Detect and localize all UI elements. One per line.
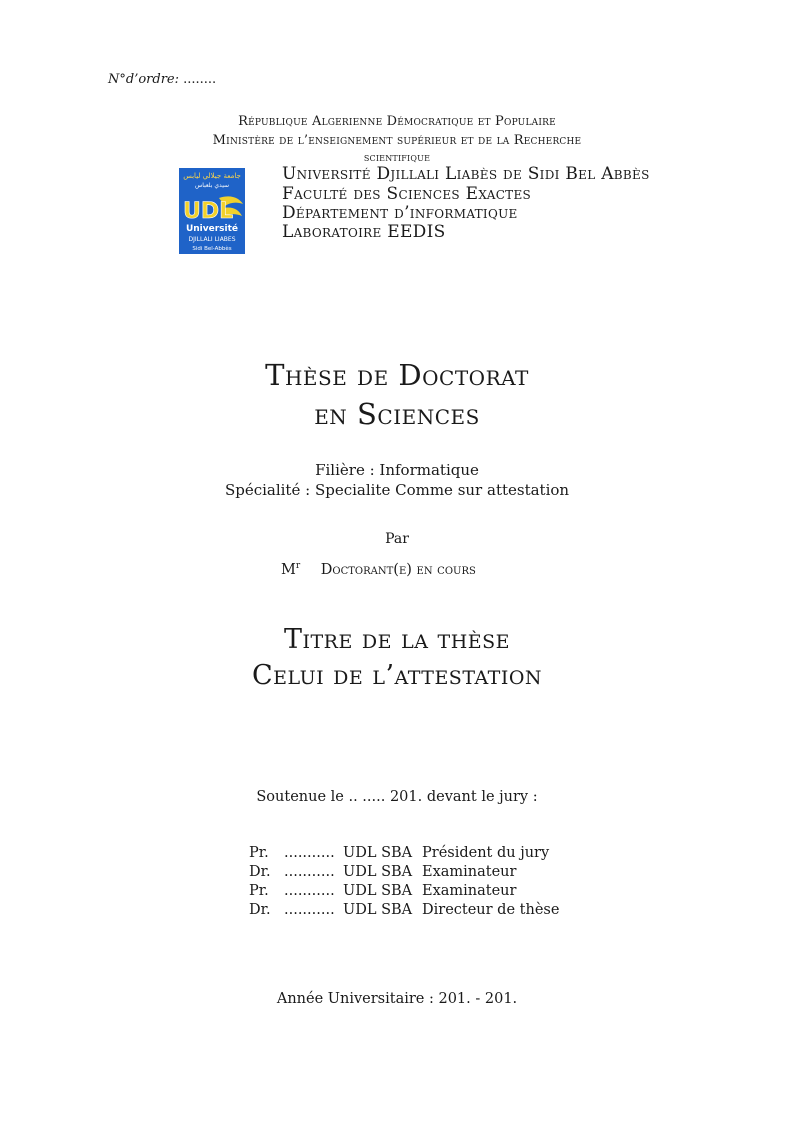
- jury-affiliation: UDL SBA: [343, 845, 413, 861]
- logo-arabic-text-2: سيدي بلعباس: [194, 182, 230, 189]
- jury-name: ...........: [284, 845, 335, 861]
- logo-arabic-text: جامعة جيلالي ليابس: [183, 172, 241, 180]
- jury-table: [249, 844, 566, 920]
- candidate-title-sup: r: [295, 561, 301, 571]
- order-number: [108, 72, 216, 87]
- jury-title: Dr.: [249, 864, 271, 880]
- laboratory-name: Laboratoire EEDIS: [282, 222, 446, 242]
- defense-date: Soutenue le .. ..... 201. devant le jury :: [256, 789, 538, 805]
- jury-role: Directeur de thèse: [422, 902, 560, 918]
- logo-udl-text: UDL: [183, 199, 234, 224]
- jury-title: Dr.: [249, 902, 271, 918]
- jury-name: ...........: [284, 864, 335, 880]
- candidate-name: Doctorant(e) en cours: [320, 561, 476, 578]
- candidate-line: [281, 561, 476, 578]
- jury-row: [249, 901, 566, 920]
- republic-line: République Algerienne Démocratique et Populaire: [238, 114, 556, 129]
- order-number-label: N°d’ordre:: [108, 72, 179, 87]
- thesis-type-line-1: Thèse de Doctorat: [265, 358, 529, 392]
- jury-name: ...........: [284, 883, 335, 899]
- jury-row: [249, 844, 566, 863]
- jury-title: Pr.: [249, 883, 269, 899]
- ministry-line-2: scientifique: [363, 150, 431, 164]
- par-label: Par: [385, 531, 409, 547]
- department-name: Département d’informatique: [282, 203, 518, 223]
- jury-row: [249, 863, 566, 882]
- logo-univ-text: Université: [185, 224, 239, 234]
- thesis-type-line-2: en Sciences: [314, 397, 480, 431]
- specialite-label: Spécialité :: [224, 481, 311, 499]
- jury-row: [249, 882, 566, 901]
- thesis-title-line-2: Celui de l’attestation: [251, 660, 543, 691]
- candidate-title-main: M: [281, 561, 296, 578]
- candidate-title: [281, 562, 300, 578]
- jury-role: Président du jury: [422, 845, 550, 861]
- jury-affiliation: UDL SBA: [343, 883, 413, 899]
- specialite: [0, 481, 794, 499]
- university-name: Université Djillali Liabès de Sidi Bel Abbès: [282, 164, 650, 184]
- university-logo: [179, 168, 245, 254]
- order-number-value: ........: [183, 72, 217, 87]
- logo-city-text: Sidi Bel-Abbès: [192, 246, 232, 252]
- jury-role: Examinateur: [422, 864, 517, 880]
- specialite-value: Specialite Comme sur attestation: [314, 481, 570, 499]
- faculty-name: Faculté des Sciences Exactes: [282, 184, 532, 204]
- jury-affiliation: UDL SBA: [343, 864, 413, 880]
- academic-year: Année Universitaire : 201. - 201.: [276, 991, 518, 1007]
- jury-affiliation: UDL SBA: [343, 902, 413, 918]
- ministry-line: Ministère de l’enseignement supérieur et de la Recherche: [212, 133, 582, 148]
- logo-name-text: DJILLALI LIABES: [188, 236, 236, 243]
- jury-name: ...........: [284, 902, 335, 918]
- jury-role: Examinateur: [422, 883, 517, 899]
- thesis-title-line-1: Titre de la thèse: [283, 624, 511, 655]
- filiere: Filière : Informatique: [315, 461, 479, 479]
- jury-title: Pr.: [249, 845, 269, 861]
